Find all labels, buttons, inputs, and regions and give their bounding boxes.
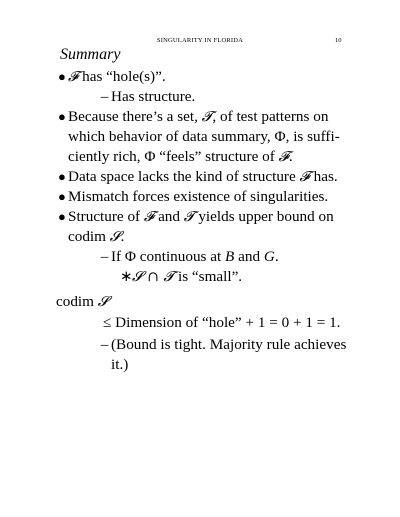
page-number: 10 — [335, 37, 342, 44]
bullet-marker: ● — [58, 209, 66, 224]
asterisk-marker: ∗ — [120, 268, 133, 285]
bullet-2-line-3: ciently rich, Φ “feels” structure of 𝓕. — [68, 148, 293, 165]
bullet-5-sub-1: – If Φ continuous at B and G. — [98, 247, 279, 266]
dash-marker: – — [100, 88, 109, 105]
bullet-4: ● Mismatch forces existence of singularities. — [58, 188, 329, 205]
bullet-5-line-2: codim 𝓢. — [68, 228, 125, 245]
codim-label: codim 𝓢 — [56, 293, 109, 310]
bullet-2-line-2: which behavior of data summary, Φ, is suffi- — [68, 128, 340, 145]
bullet-5-sub-2: ∗𝓢 ∩ 𝓣 is “small”. — [120, 268, 243, 285]
bullet-marker: ● — [58, 169, 66, 184]
dash-marker: – — [100, 336, 109, 353]
bullet-marker: ● — [58, 69, 66, 84]
dash-marker: – — [100, 248, 109, 265]
bullet-1-sub: – Has structure. — [98, 87, 195, 106]
codim-note-line-2: it.) — [111, 356, 129, 373]
codim-note-line-1: – (Bound is tight. Majority rule achieves — [98, 335, 346, 354]
bullet-1: ● 𝓕 has “hole(s)”. — [58, 68, 166, 85]
bullet-marker: ● — [58, 189, 66, 204]
codim-inequality: ≤ Dimension of “hole” + 1 = 0 + 1 = 1. — [103, 314, 341, 331]
bullet-5-line-1: ● Structure of 𝓕 and 𝓣 yields upper bound on — [58, 208, 334, 225]
section-title: Summary — [60, 46, 121, 63]
bullet-3: ● Data space lacks the kind of structure 𝓕 has. — [58, 168, 338, 185]
bullet-marker: ● — [58, 109, 66, 124]
bullet-2-line-1: ● Because there’s a set, 𝓣, of test patterns on — [58, 108, 329, 125]
running-head: SINGULARITY IN FLORIDA — [156, 37, 244, 44]
